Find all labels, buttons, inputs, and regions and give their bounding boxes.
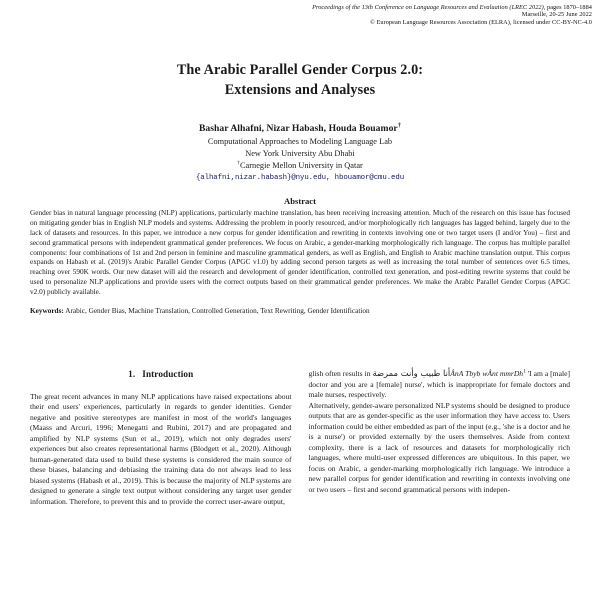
header-proceedings-line xyxy=(0,4,592,11)
arabic-example-text: أنا طبيب وأنت ممرضة xyxy=(372,368,451,378)
section-heading-introduction xyxy=(30,368,292,381)
affiliation-dagger-marker: † xyxy=(237,160,240,167)
paper-title xyxy=(0,60,600,100)
section-title: Introduction xyxy=(142,369,194,379)
example-gloss: 'I am a [male] doctor and you are a [female] nurse', which is inappropriate for female doctors and male nurses, respectively. xyxy=(308,369,570,400)
abstract-body: Gender bias in natural language processing (NLP) applications, particularly machine translation, has been receiving increasing attention. Much of the research on this issue has focused on mitigating gender bias in English NLP models and systems. Addressing the problem in poorly resourced, and/or morphologically rich languages has lagged behind, largely due to the lack of datasets and resources. In this paper, we introduce a new corpus for gender identification and rewriting in contexts involving one or two target users (I and/or You) – first and second grammatical persons with independent grammatical gender preferences. We focus on Arabic, a gender-marking morphologically rich language. The corpus has multiple parallel components: four combinations of 1st and 2nd person in feminine and masculine grammatical genders, as well as English, and English to Arabic machine translation output. This corpus expands on Habash et al. (2019)'s Arabic Parallel Gender Corpus (APGC v1.0) by adding second person targets as well as increasing the total number of sentences over 6.5 times, reaching over 590K words. Our new dataset will aid the research and development of gender identification, controlled text generation, and post-editing rewrite systems that could be used to personalize NLP applications and provide users with the correct outputs based on their grammatical gender preferences. We make the Arabic Parallel Gender Corpus (APGC v2.0) publicly available. xyxy=(30,209,570,296)
header-pages: , pages 1870–1884 xyxy=(543,4,592,11)
keywords-label: Keywords: xyxy=(30,306,64,315)
abstract-section xyxy=(30,196,570,297)
affiliation-cmu-text: Carnegie Mellon University in Qatar xyxy=(240,161,363,171)
affiliation-cmu xyxy=(0,160,600,171)
publication-header xyxy=(0,0,600,26)
header-venue-date: Marseille, 20-25 June 2022 xyxy=(521,11,592,19)
paper-title-line2: Extensions and Analyses xyxy=(224,82,376,99)
alternative-paragraph: Alternatively, gender-aware personalized NLP systems should be designed to produce outputs that are as gender-specific as the user information they have access to. Users information could be either embedded as part of the input (e.g., 'she is a doctor and he is a nurse') or provided externally by the users themselves. Aside from context complexity, there is a lack of resources and datasets for morphologically rich languages, where multi-user expressed differences are ubiquitous. In this paper, we focus on Arabic, a gender-marking morphologically rich language. We introduce a new parallel corpus for gender identification and rewriting in contexts involving one or two users – first and second grammatical persons with indepen- xyxy=(308,400,570,494)
body-columns xyxy=(30,368,570,507)
intro-paragraph: The great recent advances in many NLP applications have raised expectations about their end users' experiences, particularly in regards to gender identities. Gender negative and positive stereotypes are manifest in most of the world's languages (Maass and Arcuri, 1996; Menegatti and Rubini, 2017) and are propagated and amplified by NLP systems (Sun et al., 2019), which not only degrades users' experiences but also creates representational harms (Blodgett et al., 2020). Although human-generated data used to build these systems is considered the main source of these biases, balancing and debiasing the training data do not always lead to less biased systems (Habash et al., 2019). This is because the majority of NLP systems are designed to generate a single text output without considering any target user gender information. Therefore, to prevent this and to provide the correct user-aware output, xyxy=(30,391,292,506)
arabic-example-paragraph xyxy=(309,368,571,401)
affiliation-lab: Computational Approaches to Modeling Language Lab xyxy=(207,137,393,147)
paper-title-line1: The Arabic Parallel Gender Corpus 2.0: xyxy=(176,62,424,79)
author-names xyxy=(0,123,600,136)
author-block xyxy=(0,123,600,185)
title-block xyxy=(0,60,600,100)
right-column xyxy=(309,368,571,507)
section-number: 1. xyxy=(128,369,136,379)
affiliation-university: New York University Abu Dhabi xyxy=(245,149,355,159)
header-proceedings-italic: Proceedings of the 13th Conference on Language Resources and Evaluation (LREC 2022) xyxy=(312,4,544,11)
header-copyright: © European Language Resources Association (ELRA), licensed under CC-BY-NC-4.0 xyxy=(370,18,592,26)
author-names-text: Bashar Alhafni, Nizar Habash, Houda Bouamor xyxy=(198,122,398,134)
continuation-text: glish often results in xyxy=(308,369,373,378)
keywords-line xyxy=(30,307,570,317)
keywords-value: Arabic, Gender Bias, Machine Translation, Controlled Generation, Text Rewriting, Gender Identification xyxy=(63,306,370,315)
left-column xyxy=(30,368,292,507)
transliteration-start: ÂnA Tbyb xyxy=(450,369,481,378)
abstract-heading: Abstract xyxy=(284,196,316,207)
author-emails[interactable]: {alhafni,nizar.habash}@nyu.edu, hbouamor@cmu.edu xyxy=(195,174,405,183)
author-dagger-marker: † xyxy=(397,121,402,129)
transliteration-rest: wÂnt mmrDh xyxy=(482,369,524,378)
footnote-marker[interactable]: 1 xyxy=(523,368,526,375)
